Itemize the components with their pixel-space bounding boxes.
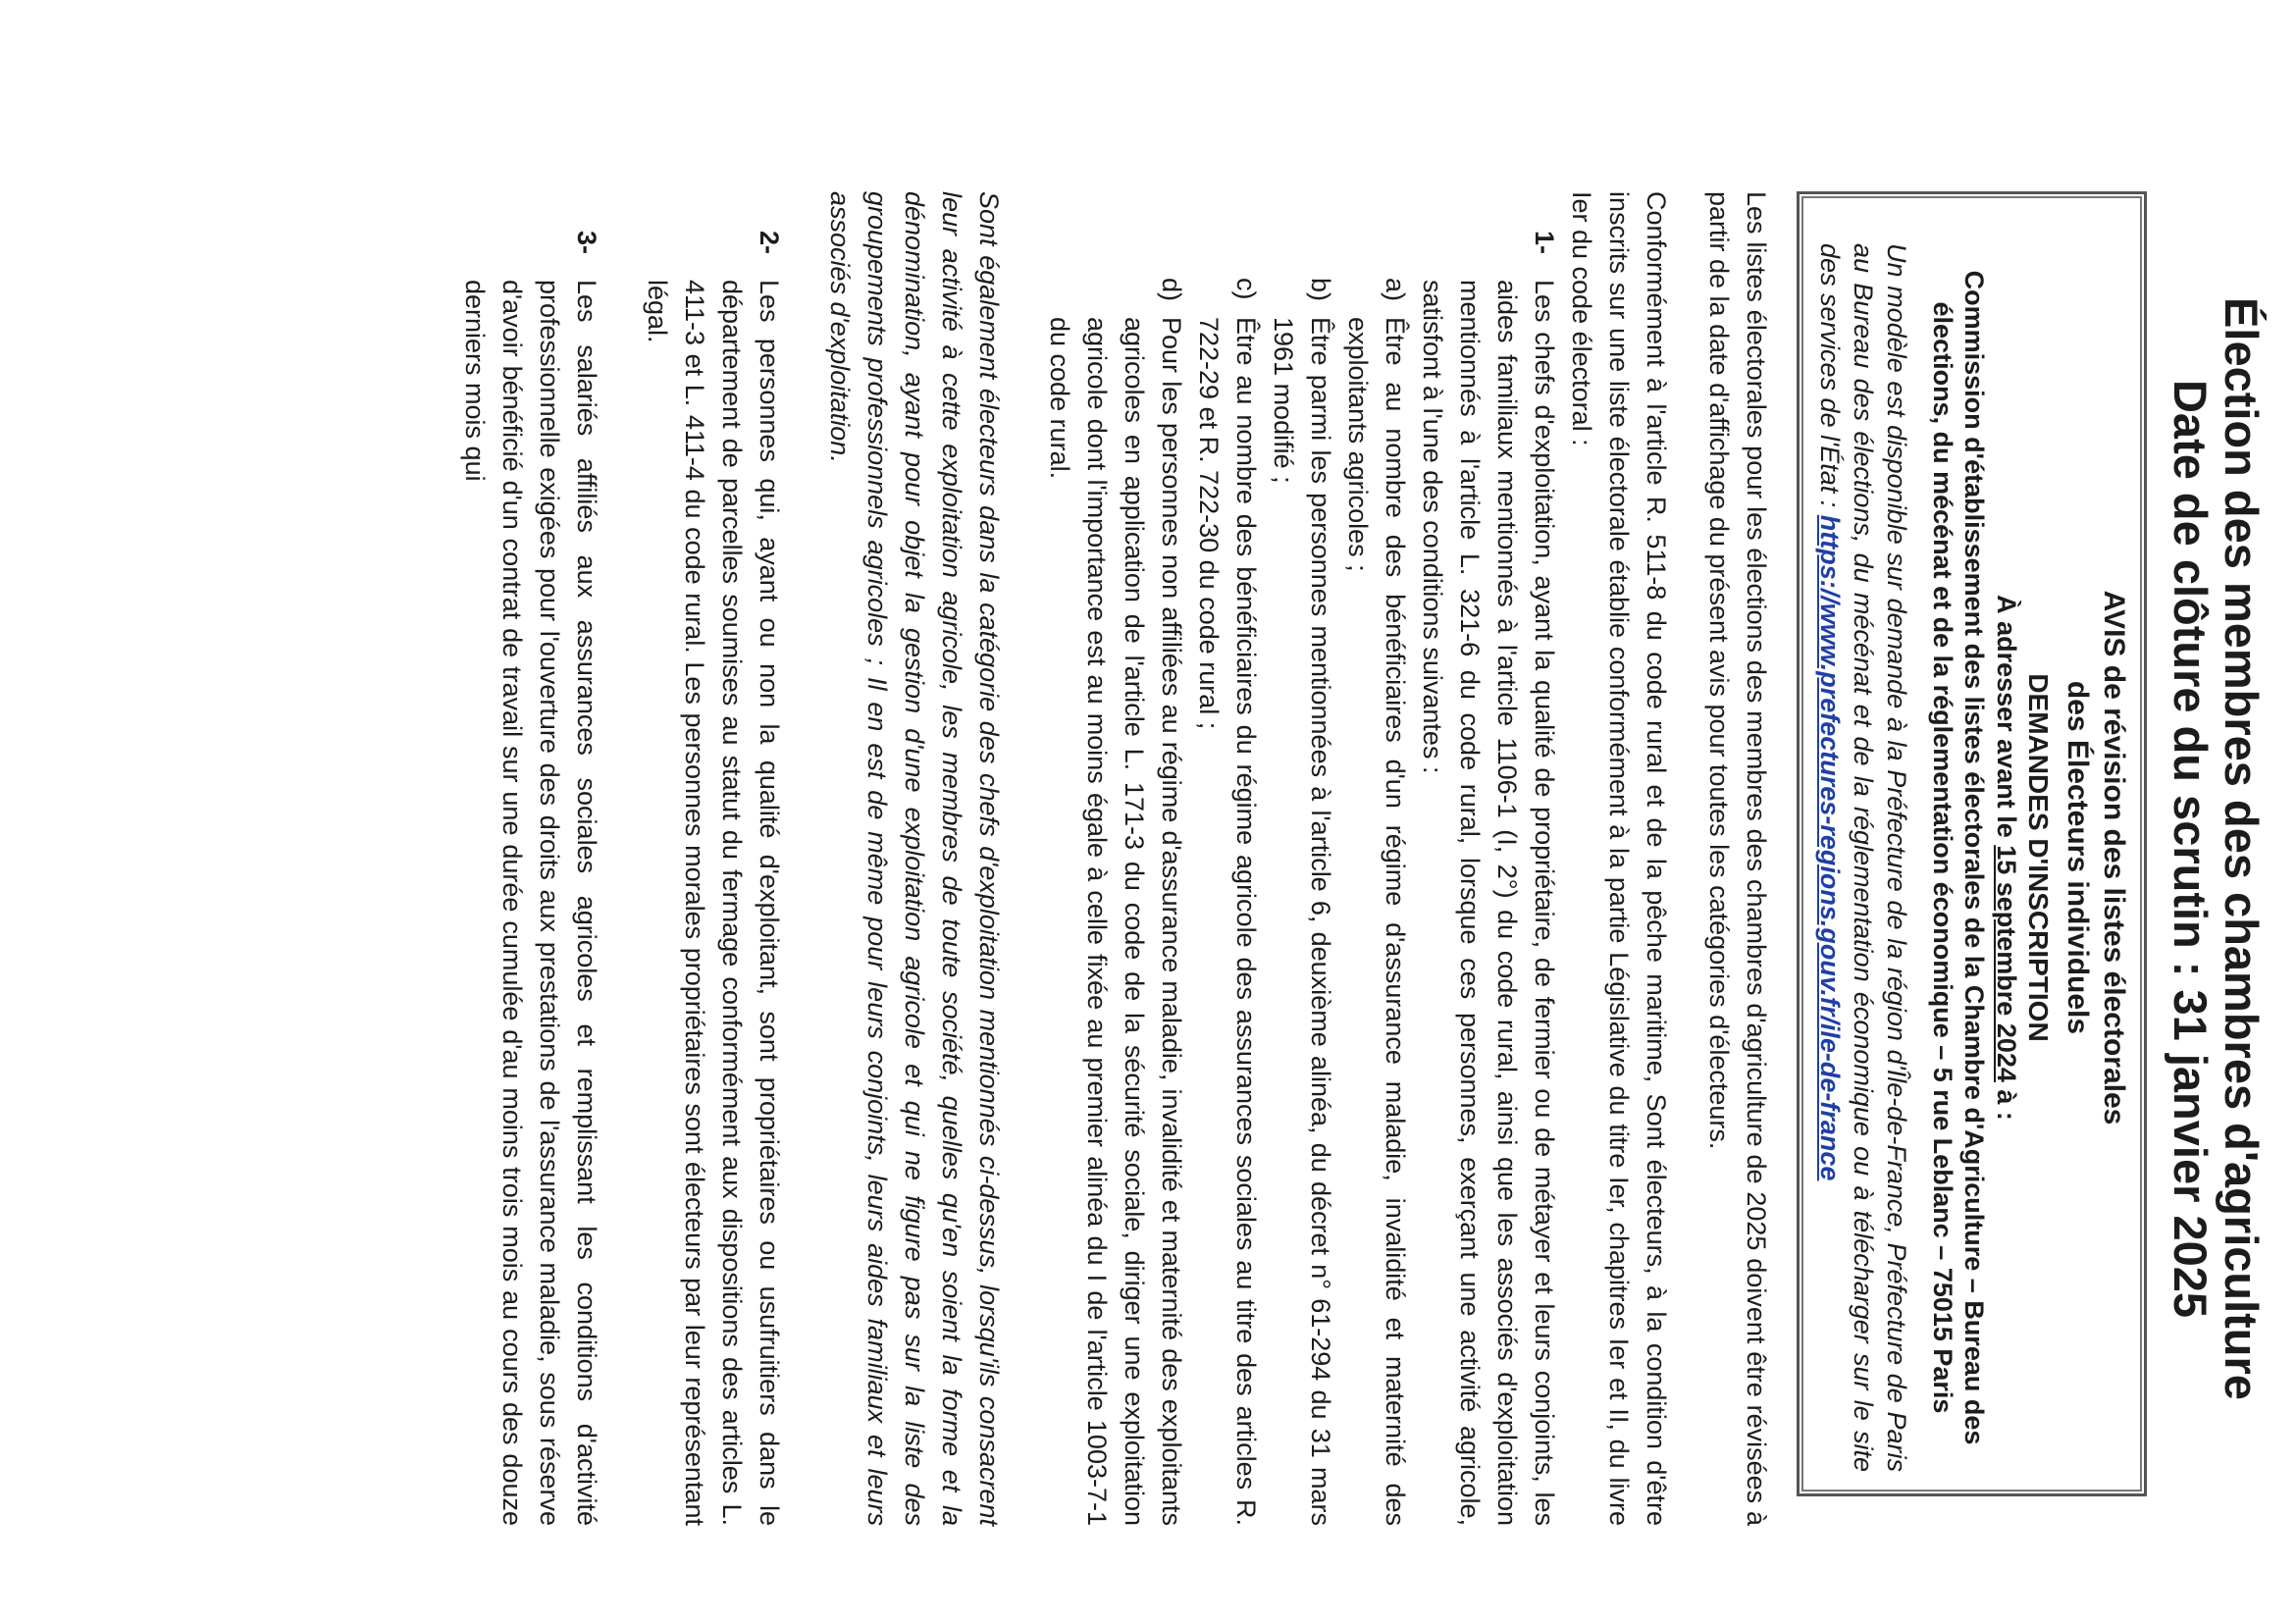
deadline-pre: À adresser avant le (1992, 595, 2021, 846)
modele-text: Un modèle est disponible sur demande à la Préfecture de la région d'Île-de-France, Préfecture de Paris au Bureau des élections, du mécénat et de la réglementation économique ou à télécharger sur le site des services de l'État : (1815, 243, 1911, 1472)
sub-item-b (1265, 278, 1339, 1526)
item-number: 3- (572, 231, 601, 255)
sub-text: Pour les personnes non affiliées au régime d'assurance maladie, invalidité et maternité des exploitants agricoles en application de l'article L. 171-3 du code de la sécurité sociale, diriger une exploitation agricole dont l'importance est au moins égale à celle fixée au premier alinéa du I de l'article 1003-7-1 du code rural. (1045, 317, 1186, 1526)
avis-line-2: des Électeurs individuels (2061, 680, 2094, 1035)
paragraph-conformement: Conformément à l'article R. 511-8 du code rural et de la pêche maritime, Sont électeurs, à la condition d'être inscrits sur une liste électorale établie conformément à la partie Législative du titre Ier, chapitres Ier et II, du livre Ier du code électoral : (1567, 191, 1671, 1526)
item-number: 2- (755, 231, 784, 255)
paragraph-societes: Sont également électeurs dans la catégorie des chefs d'exploitation mentionnés ci-dessus, lorsqu'ils consacrent leur activité à cette exploitation agricole, les membres de toute société, quelles qu'en soient la forme et la dénomination, ayant pour objet la gestion d'une exploitation agricole et qui ne figure pas sur la liste des groupements professionnels agricoles ; Il en est de même pour leurs conjoints, leurs aides familiaux et leurs associés d'exploitation. (825, 191, 1004, 1526)
list-item-2 (639, 231, 788, 1526)
document-page (456, 172, 2267, 1526)
commission-line-1: Commission d'établissement des listes électorales de la Chambre d'Agriculture – Bureau des (1959, 270, 1989, 1445)
demandes-heading: DEMANDES D'INSCRIPTION (2023, 673, 2054, 1042)
deadline-post: à : (1992, 1081, 2021, 1121)
sub-item-c (1190, 278, 1265, 1526)
avis-heading (2060, 243, 2132, 1472)
commission-address (1927, 243, 1990, 1472)
deadline-date: 15 septembre 2024 (1992, 845, 2021, 1082)
item-text: Les chefs d'exploitation, ayant la qualité de propriétaire, de fermier ou de métayer et leurs conjoints, les aides familiaux mentionnés à l'article 1106-1 (I, 2°) du code rural, ainsi que les associés d'exploitation mentionnés à l'article L. 321-6 du code rural, lorsque ces personnes, exerçant une activité agricole, satisfont à l'une des conditions suivantes : (1418, 280, 1559, 1526)
title-line-2: Date de clôture du scrutin : 31 janvier 2025 (2165, 379, 2217, 1319)
sub-item-d (1041, 278, 1190, 1526)
list-item-1 (1414, 231, 1563, 1526)
sub-text: Être au nombre des bénéficiaires d'un régime d'assurance maladie, invalidité et maternité des exploitants agricoles ; (1343, 317, 1410, 1526)
title-line-1: Élection des membres des chambres d'agriculture (2216, 297, 2268, 1400)
prefecture-link[interactable]: https://www.prefectures-regions.gouv.fr/ile-de-france (1815, 514, 1845, 1181)
item-text: Les personnes qui, ayant ou non la qualité d'exploitant, sont propriétaires ou usufruitiers dans le département de parcelles soumises au statut du fermage conformément aux dispositions des articles L. 411-3 et L. 411-4 du code rural. Les personnes morales propriétaires sont électeurs par leur représentant légal. (643, 280, 784, 1526)
sub-label: b) (1306, 278, 1335, 302)
sub-label: a) (1381, 278, 1410, 302)
sub-conditions (1041, 278, 1414, 1526)
notice-box (1797, 191, 2147, 1496)
sub-label: c) (1231, 278, 1261, 300)
commission-line-2: élections, du mécénat et de la réglementation économique – 5 rue Leblanc – 75015 Paris (1928, 301, 1957, 1414)
item-number: 1- (1530, 231, 1559, 255)
document-body (456, 191, 1775, 1526)
sub-item-a (1339, 278, 1414, 1526)
paragraph-revision: Les listes électorales pour les élections des membres des chambres d'agriculture de 2025 doivent être révisées à partir de la date d'affichage du présent avis pour toutes les catégories d'électeurs. (1704, 191, 1771, 1526)
sub-text: Être au nombre des bénéficiaires du régime agricole des assurances sociales au titre des articles R. 722-29 et R. 722-30 du code rural ; (1194, 317, 1261, 1526)
item-text: Les salariés affiliés aux assurances sociales agricoles et remplissant les conditions d'activité professionnelle exigées pour l'ouverture des droits aux prestations de l'assurance maladie, sous réserve d'avoir bénéficié d'un contrat de travail sur une durée cumulée d'au moins trois mois au cours des douze derniers mois qui (460, 280, 601, 1526)
avis-line-1: AVIS de révision des listes électorales (2098, 590, 2130, 1126)
page-title (2165, 172, 2267, 1526)
list-item-3 (456, 231, 605, 1526)
sub-label: d) (1157, 278, 1186, 302)
deadline-line (1990, 243, 2022, 1472)
sub-text: Être parmi les personnes mentionnées à l'article 6, deuxième alinéa, du décret n° 61-294 du 31 mars 1961 modifié ; (1269, 317, 1335, 1526)
modele-paragraph (1813, 243, 1913, 1472)
